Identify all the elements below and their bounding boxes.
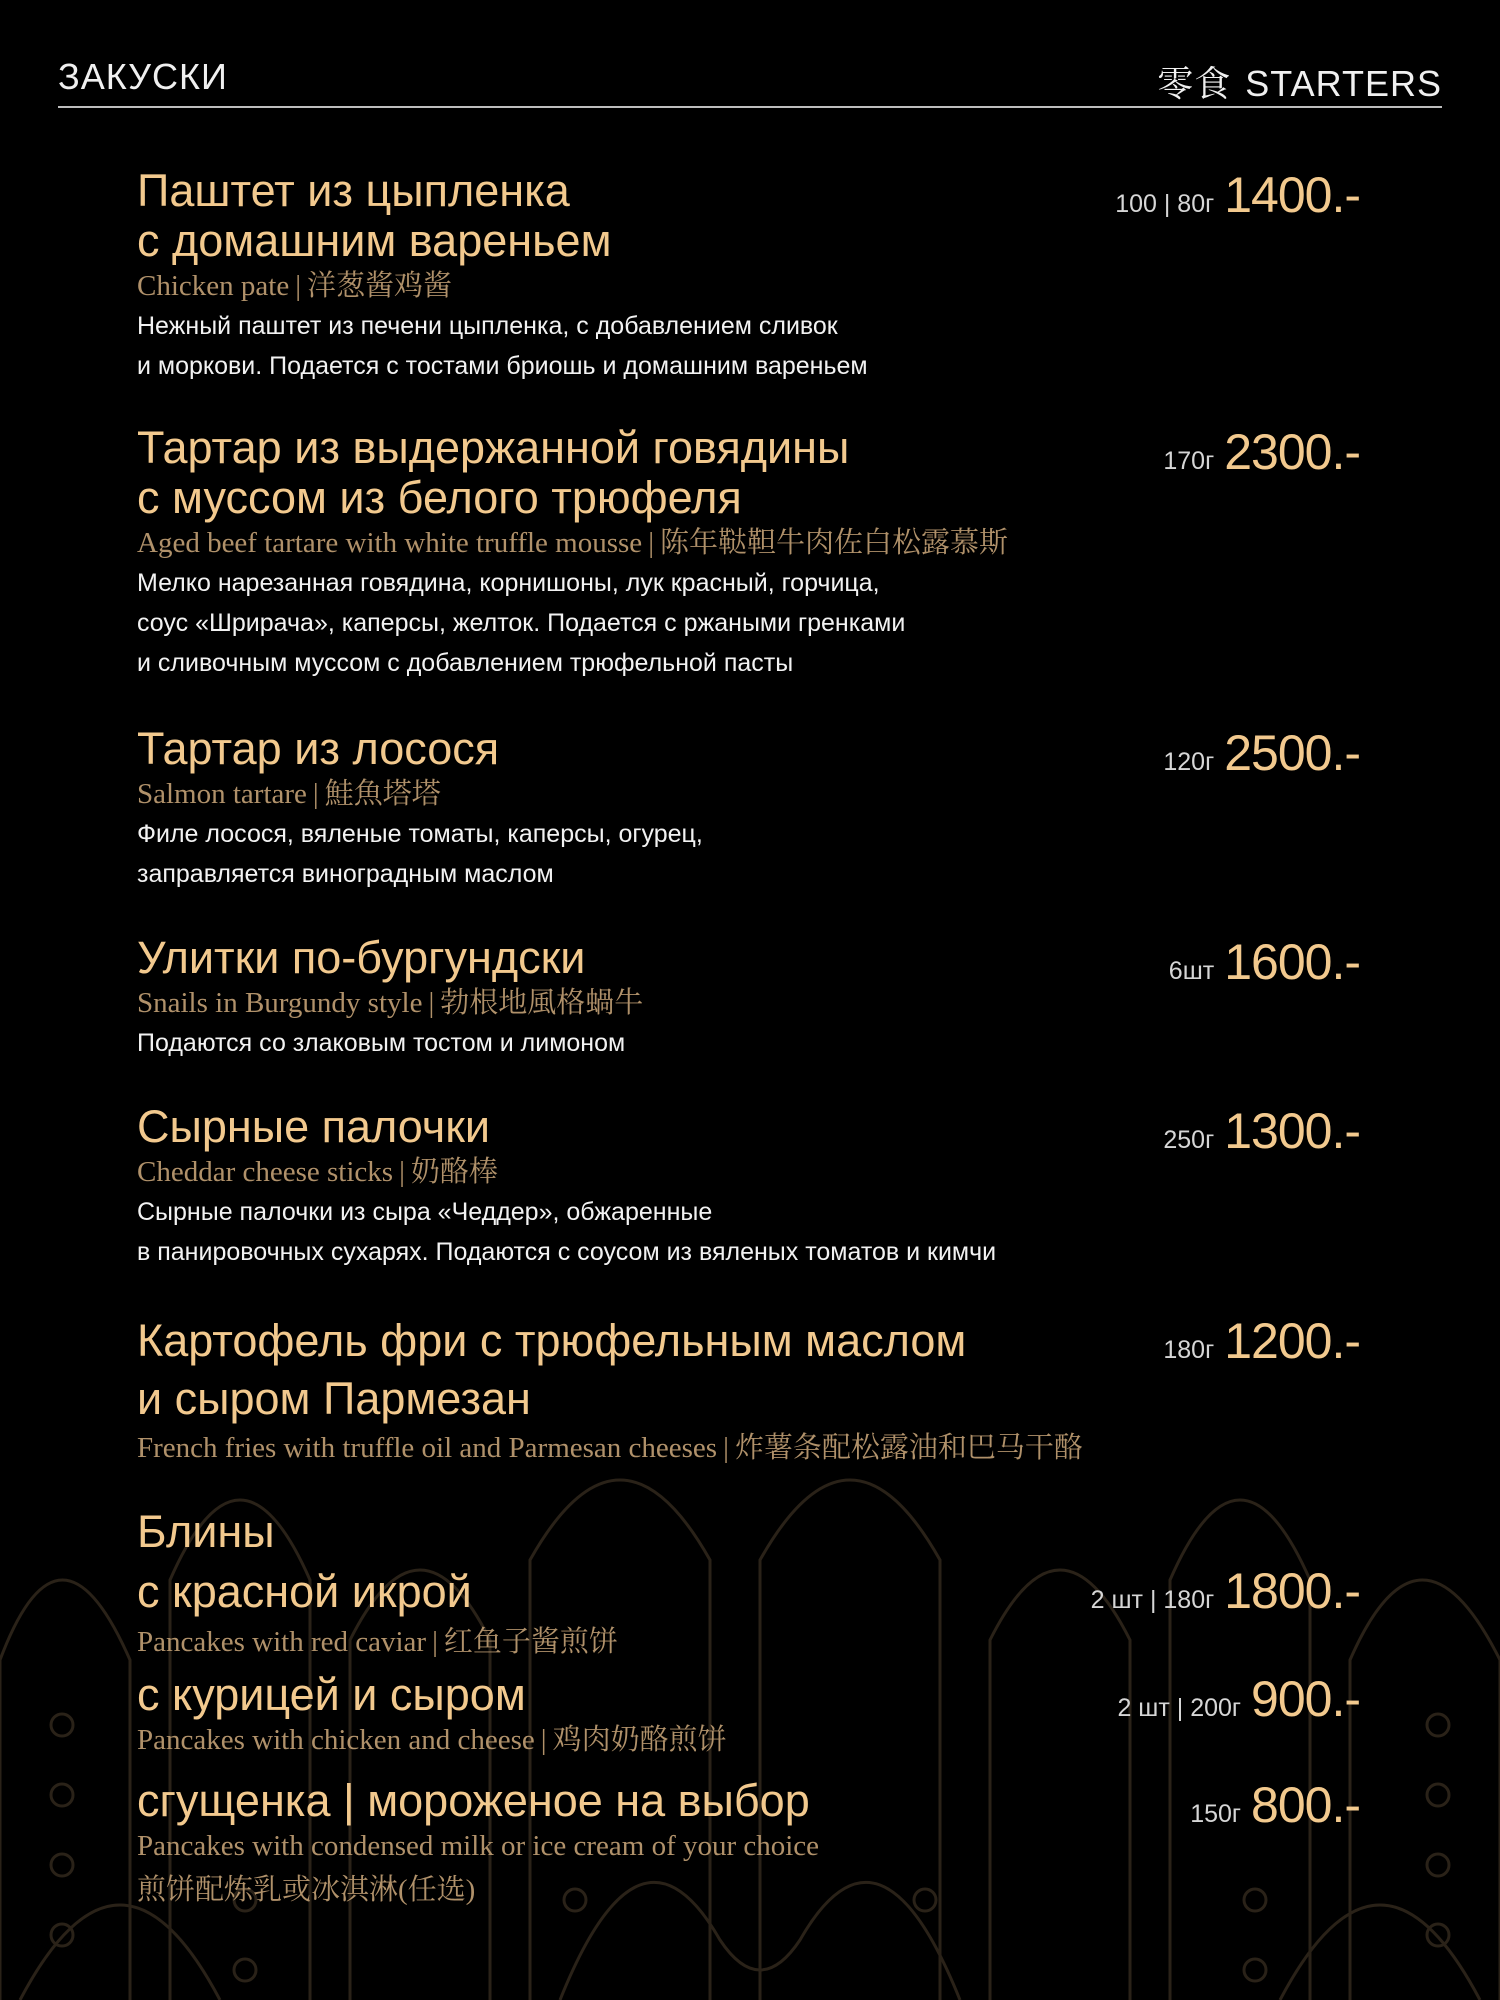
menu-item — [137, 423, 1360, 683]
dish-weight: 120г — [1163, 748, 1215, 776]
menu-item — [137, 1776, 1360, 1908]
dish-subtitle: Salmon tartare | 鮭魚塔塔 — [137, 778, 441, 810]
dish-subtitle: Aged beef tartare with white truffle mousse | 陈年鞑靼牛肉佐白松露慕斯 — [137, 527, 1009, 559]
dish-name-cn: 鸡肉奶酪煎饼 — [552, 1724, 727, 1756]
dish-price-row — [1091, 1562, 1360, 1620]
dish-name-cn: 鮭魚塔塔 — [324, 778, 441, 810]
dish-name-en: Aged beef tartare with white truffle mousse — [137, 527, 643, 559]
menu-section-header — [58, 52, 1442, 108]
dish-name-cn: 红鱼子酱煎饼 — [443, 1626, 618, 1658]
dish-price-row — [1190, 1776, 1360, 1834]
dish-title: Паштет из цыпленка с домашним вареньем — [137, 165, 612, 266]
dish-price: 900.- — [1251, 1671, 1360, 1727]
dish-price: 1800.- — [1224, 1563, 1360, 1619]
dish-price: 1200.- — [1224, 1313, 1360, 1369]
menu-item — [137, 1502, 1360, 1660]
dish-description: Подаются со злаковым тостом и лимоном — [137, 1029, 626, 1057]
dish-price: 1600.- — [1224, 934, 1360, 990]
section-title-cn: 零食 — [1157, 64, 1232, 105]
dish-name-cn: 炸薯条配松露油和巴马干酪 — [734, 1432, 1083, 1464]
menu-item — [137, 933, 1360, 1063]
dish-name-cn: 陈年鞑靼牛肉佐白松露慕斯 — [660, 527, 1009, 559]
dish-description: Сырные палочки из сыра «Чеддер», обжаренные в панировочных сухарях. Подаются с соусом из вяленых томатов и кимчи — [137, 1198, 997, 1266]
dish-description: Мелко нарезанная говядина, корнишоны, лук красный, горчица, соус «Шрирача», каперсы, желток. Подается с ржаными гренками и сливочным муссом с добавлением трюфельной пасты — [137, 569, 906, 677]
dish-weight: 170г — [1163, 447, 1215, 475]
dish-price: 2300.- — [1224, 424, 1360, 480]
dish-name-en: French fries with truffle oil and Parmesan cheeses — [137, 1432, 718, 1464]
dish-weight: 150г — [1190, 1800, 1242, 1828]
section-title-en: STARTERS — [1245, 63, 1442, 104]
dish-subtitle: Cheddar cheese sticks | 奶酪棒 — [137, 1156, 498, 1188]
dish-description: Филе лосося, вяленые томаты, каперсы, огурец, заправляется виноградным маслом — [137, 820, 703, 888]
dish-name-en: Salmon tartare — [137, 778, 307, 810]
dish-price-row — [1163, 1312, 1360, 1370]
dish-title: Сырные палочки — [137, 1101, 491, 1152]
dish-weight: 2 шт | 180г — [1090, 1586, 1215, 1614]
dish-subtitle: French fries with truffle oil and Parmesan cheeses | 炸薯条配松露油和巴马干酪 — [137, 1432, 1083, 1464]
dish-price-row — [1117, 1670, 1360, 1728]
dish-price-row — [1169, 933, 1360, 991]
dish-weight: 250г — [1163, 1126, 1215, 1154]
section-title-right — [1157, 56, 1442, 107]
dish-name-en: Snails in Burgundy style — [137, 987, 423, 1019]
dish-subtitle: Pancakes with red caviar | 红鱼子酱煎饼 — [137, 1626, 618, 1658]
dish-title: Тартар из выдержанной говядины с муссом из белого трюфеля — [137, 422, 850, 523]
dish-name-en: Pancakes with chicken and cheese — [137, 1724, 535, 1756]
dish-title: с курицей и сыром — [137, 1669, 526, 1720]
dish-name-en: Cheddar cheese sticks — [137, 1156, 394, 1188]
menu-item — [137, 1312, 1360, 1466]
dish-subtitle — [137, 1828, 1360, 1864]
dish-price: 1300.- — [1224, 1103, 1360, 1159]
dish-subtitle: Snails in Burgundy style | 勃根地風格蝸牛 — [137, 987, 644, 1019]
dish-title: Картофель фри с трюфельным маслом и сыром Пармезан — [137, 1315, 967, 1424]
dish-weight: 2 шт | 200г — [1117, 1694, 1242, 1722]
dish-name-cn: 奶酪棒 — [410, 1156, 498, 1188]
dish-price-row — [1163, 423, 1360, 481]
menu-item — [137, 166, 1360, 386]
dish-name-cn: 洋葱酱鸡酱 — [307, 270, 453, 302]
dish-description: Нежный паштет из печени цыпленка, с добавлением сливок и моркови. Подается с тостами бриошь и домашним вареньем — [137, 312, 868, 380]
dish-price: 2500.- — [1224, 725, 1360, 781]
dish-weight: 6шт — [1168, 957, 1215, 985]
section-title-ru: ЗАКУСКИ — [58, 56, 228, 97]
dish-title: сгущенка | мороженое на выбор — [137, 1775, 810, 1826]
dish-title: Улитки по-бургундски — [137, 932, 586, 983]
menu-item — [137, 724, 1360, 894]
dish-name-en: Chicken pate — [137, 270, 290, 302]
dish-weight: 100 | 80г — [1115, 190, 1215, 218]
dish-price-row — [1163, 724, 1360, 782]
dish-subtitle: Pancakes with chicken and cheese | 鸡肉奶酪煎饼 — [137, 1724, 727, 1756]
dish-name-en: Pancakes with red caviar — [137, 1626, 427, 1658]
dish-name-cn: 勃根地風格蝸牛 — [440, 987, 644, 1019]
dish-price: 1400.- — [1224, 167, 1360, 223]
dish-subtitle: Chicken pate | 洋葱酱鸡酱 — [137, 270, 453, 302]
dish-name-en: Pancakes with condensed milk or ice cream of your choice — [137, 1830, 820, 1862]
menu-item — [137, 1670, 1360, 1758]
dish-price-row — [1115, 166, 1360, 224]
dish-title: Блины с красной икрой — [137, 1506, 472, 1617]
menu-item — [137, 1102, 1360, 1272]
dish-title: Тартар из лосося — [137, 723, 500, 774]
dish-price: 800.- — [1251, 1777, 1360, 1833]
dish-name-cn: 煎饼配炼乳或冰淇淋(任选) — [137, 1874, 476, 1906]
dish-weight: 180г — [1163, 1336, 1215, 1364]
dish-price-row — [1163, 1102, 1360, 1160]
